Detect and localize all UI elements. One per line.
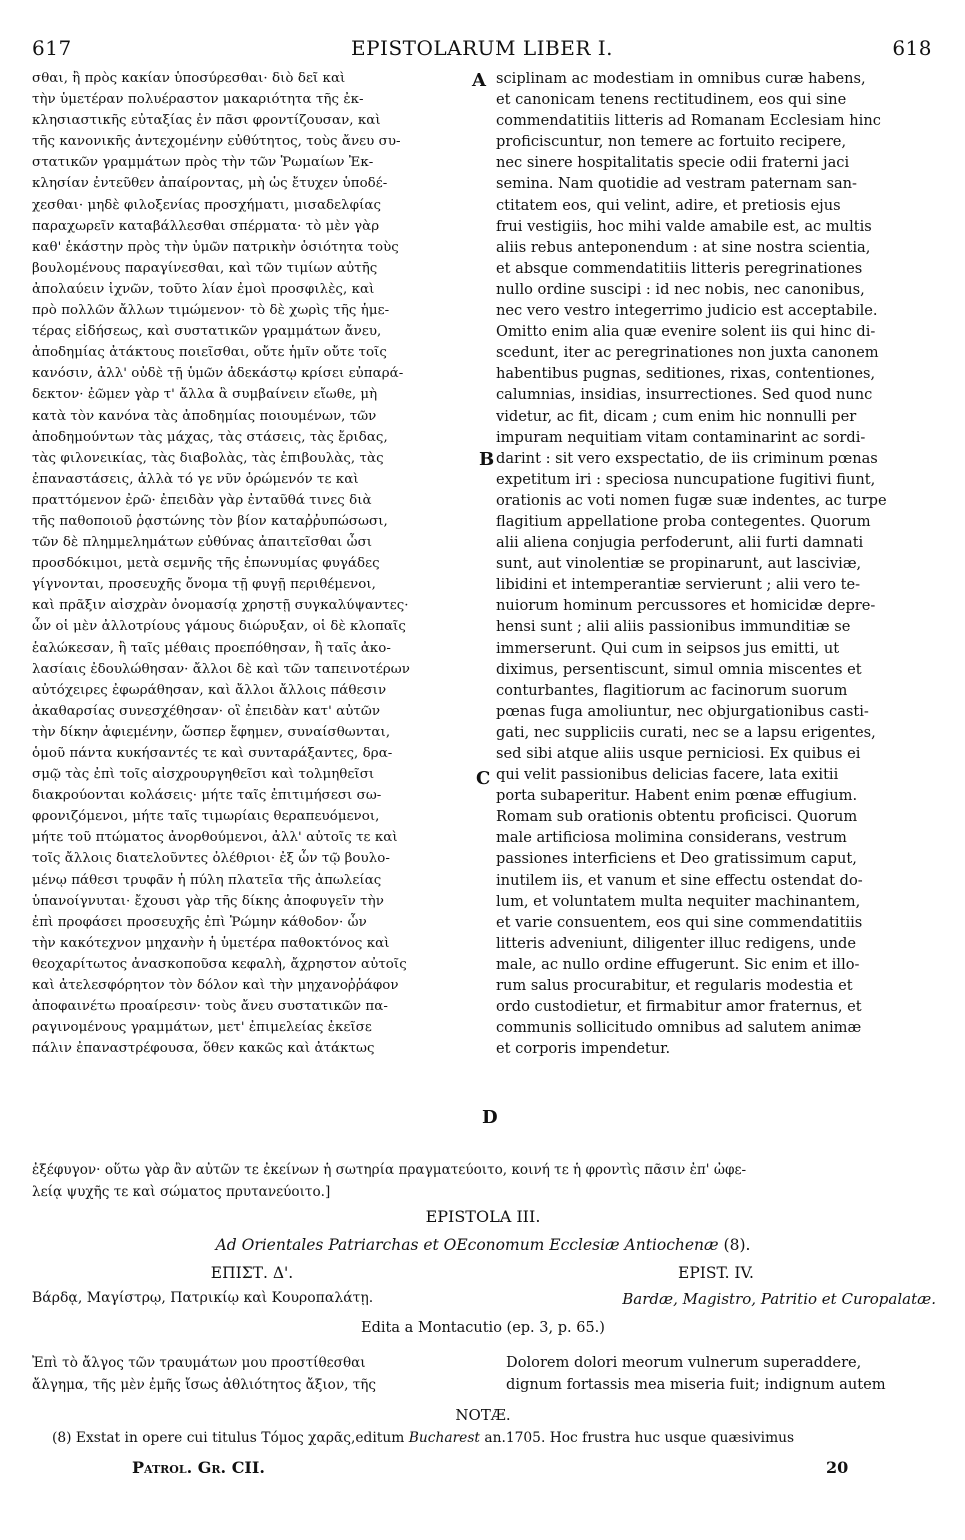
greek-text-line: παραχωρεῖν καταβάλλεσθαι σπέρματα· τὸ μὲν γὰρ: [32, 218, 380, 234]
latin-text-line: sunt, aut vinolentiæ se propinarunt, aut lasciviæ,: [496, 555, 862, 573]
greek-text-line: κλησιαστικῆς εὐταξίας ἐν πᾶσι φροντίζουσαν, καὶ: [32, 113, 381, 129]
full-width-line-2: λείᾳ ψυχῆς τε καὶ σώματος πρυτανεύοιτο.]: [32, 1184, 331, 1200]
greek-text-line: τὴν δίκην ἀφιεμένην, ὥσπερ ἔφημεν, συναίσθωνται,: [32, 724, 391, 740]
right-page-number: 618: [892, 36, 932, 60]
greek-text-line: ὧν οἱ μὲν ἀλλοτρίους γάμους διώρυξαν, οἱ δὲ κλοπαῖς: [32, 619, 406, 635]
greek-text-line: τοῖς ἄλλοις διατελοῦντες ὀλέθριοι· ἐξ ὧν τῷ βουλο-: [32, 851, 390, 867]
left-page-number: 617: [32, 36, 72, 60]
greek-text-line: καὶ πρᾶξιν αἰσχρὰν ὀνομασίᾳ χρηστῇ συγκαλύψαντες·: [32, 598, 409, 614]
notes-heading: NOTÆ.: [455, 1406, 511, 1424]
greek-text-line: τὴν ὑμετέραν πολυέραστον μακαριότητα τῆς ἐκ-: [32, 92, 364, 108]
latin-text-line: expetitum iri : speciosa nuncupatione fugitivi fiunt,: [496, 470, 876, 488]
latin-text-line: sciplinam ac modestiam in omnibus curæ habens,: [496, 70, 866, 87]
greek-text-line: ἑαλώκεσαν, ἢ ταῖς μέθαις προεπόθησαν, ἢ ταῖς ἀκο-: [32, 640, 391, 656]
latin-text-line: nec vero vestro integerrimo judicio est acceptabile.: [496, 302, 878, 320]
latin-text-line: qui velit passionibus delicias facere, lata exitii: [496, 766, 839, 784]
latin-text-line: communis sollicitudo omnibus ad salutem animæ: [496, 1019, 862, 1037]
greek-text-line: μένῳ πάθεσι τρυφᾶν ἡ πύλη πλατεῖα τῆς ἀπωλείας: [32, 872, 382, 888]
latin-text-line: male artificiosa molimina considerans, vestrum: [496, 829, 847, 847]
latin-text-line: scedunt, iter ac peregrinationes non juxta canonem: [496, 344, 879, 362]
latin-text-line: nullo ordine suscipi : id nec nobis, nec canonibus,: [496, 280, 865, 298]
running-title: EPISTOLARUM LIBER I.: [350, 36, 614, 60]
latin-text-line: immerserunt. Qui cum in seipsos jus emitti, ut: [496, 639, 840, 657]
latin-text-line: litteris adveniunt, diligenter illuc redigens, unde: [496, 934, 856, 952]
latin-text-line: conturbantes, flagitiorum ac facinorum suorum: [496, 681, 848, 699]
greek-text-line: χεσθαι· μηδὲ φιλοξενίας προσχήματι, μισαδελφίας: [32, 197, 382, 213]
greek-text-line: ἀκαθαρσίας συνεσχέθησαν· οἳ ἐπειδὰν κατ' αὐτῶν: [32, 703, 381, 719]
latin-text-line: darint : sit vero exspectatio, de iis criminum pœnas: [496, 449, 878, 467]
latin-text-line: et canonicam tenens rectitudinem, eos qui sine: [496, 91, 847, 109]
latin-text-line: nec sinere hospitalitatis specie odii fraterni jaci: [496, 154, 850, 172]
greek-epistle-heading: ΕΠΙΣΤ. Δ'.: [210, 1264, 294, 1282]
greek-text-line: καθ' ἑκάστην πρὸς τὴν ὑμῶν πατρικὴν ὁσιότητα τοὺς: [32, 239, 399, 255]
greek-text-line: ἐπὶ προφάσει προσευχῆς ἐπὶ Ῥώμην κάθοδον· ὧν: [32, 914, 367, 930]
epistola-iii-subtitle: Ad Orientales Patriarchas et OEconomum Ecclesiæ Antiochenæ (8).: [215, 1236, 751, 1254]
full-width-line-1: ἐξέφυγον· οὕτω γὰρ ἂν αὐτῶν τε ἐκείνων ἡ σωτηρία πραγματεύοιτο, κοινή τε ἡ φροντὶς πᾶσιν ἐπ' ὠφε-: [32, 1162, 747, 1178]
greek-text-line: τῶν δὲ πλημμελημάτων εὐθύνας ἀπαιτεῖσθαι ὦσι: [32, 535, 373, 551]
latin-text-line: inutilem iis, et vanum et sine effectu ostendat do-: [496, 871, 863, 889]
greek-text-line: κατὰ τὸν κανόνα τὰς ἀποδημίας ποιουμένων, τῶν: [32, 408, 377, 424]
greek-column: [32, 68, 472, 1059]
latin-text-line: ctitatem eos, qui velint, adire, et pretiosis ejus: [496, 196, 841, 214]
greek-text-line: ἀποδημίας ἀτάκτους ποιεῖσθαι, οὔτε ἡμῖν οὔτε τοῖς: [32, 345, 387, 361]
latin-epistle-heading: EPIST. IV.: [678, 1264, 754, 1282]
latin-epistle-line: Dolorem dolori meorum vulnerum superaddere,: [506, 1354, 862, 1371]
latin-text-line: rum salus procurabitur, et regularis modestia et: [496, 977, 853, 995]
latin-text-line: passiones interficiens et Deo gratissimum caput,: [496, 850, 857, 868]
greek-text-line: ὑπανοίγνυται· ἔχουσι γὰρ τῆς δίκης ἀποφυγεῖν τὴν: [32, 893, 384, 909]
greek-text-line: λασίαις ἐδουλώθησαν· ἄλλοι δὲ καὶ τῶν ταπεινοτέρων: [32, 661, 410, 677]
greek-text-line: στατικῶν γραμμάτων πρὸς τὴν τῶν Ῥωμαίων Ἐκ-: [32, 155, 374, 171]
greek-text-line: ἀπολαύειν ἰχνῶν, τοῦτο λίαν ἐμοὶ προσφιλὲς, καὶ: [32, 281, 375, 297]
latin-text-line: alii aliena conjugia perfoderunt, alii furti damnati: [496, 534, 864, 552]
latin-text-line: videtur, ac fit, dicam ; cum enim hic nonnulli per: [496, 407, 857, 425]
latin-text-line: porta subaperitur. Habent enim pœnæ effugium.: [496, 787, 858, 805]
latin-text-line: Romam sub orationis obtentu proficisci. Quorum: [496, 808, 858, 826]
greek-epistle-line: ἄλγημα, τῆς μὲν ἐμῆς ἴσως ἀθλιότητος ἄξιον, τῆς: [32, 1377, 377, 1393]
greek-text-line: μήτε τοῦ πτώματος ἀνορθούμενοι, ἀλλ' αὐτοῖς τε καὶ: [32, 830, 398, 846]
latin-text-line: commendatitiis litteris ad Romanam Ecclesiam hinc: [496, 112, 881, 130]
latin-epistle-text: [506, 1352, 936, 1396]
latin-text-line: frui vestigiis, hoc mihi valde amabile est, ac multis: [496, 217, 872, 235]
latin-text-line: proficiscuntur, non temere ac fortuito recipere,: [496, 133, 847, 151]
greek-text-line: ἐπαναστάσεις, ἀλλὰ τό γε νῦν ὁρώμενόν τε καὶ: [32, 471, 359, 487]
greek-text-line: δεκτον· ἐῶμεν γὰρ τ' ἄλλα ἃ συμβαίνειν εἴωθε, μὴ: [32, 387, 378, 403]
greek-text-line: τέρας εἰδήσεως, καὶ συστατικῶν γραμμάτων ἄνευ,: [32, 324, 382, 340]
greek-text-line: ἀποδημούντων τὰς μάχας, τὰς στάσεις, τὰς ἔριδας,: [32, 429, 388, 445]
greek-text-line: τῆς παθοποιοῦ ῥᾳστώνης τὸν βίον καταῤῥυπώσωσι,: [32, 513, 388, 529]
latin-epistle-line: dignum fortassis mea miseria fuit; indignum autem: [506, 1376, 886, 1393]
latin-text-line: habentibus pugnas, seditiones, rixas, contentiones,: [496, 365, 876, 383]
latin-text-line: nuiorum hominum percussores et homicidæ depre-: [496, 597, 876, 615]
greek-text-line: πραττόμενον ἐρῶ· ἐπειδὰν γὰρ ἐνταῦθά τινες διὰ: [32, 492, 372, 508]
greek-text-line: αὐτόχειρες ἐφωράθησαν, καὶ ἄλλοι ἄλλοις πάθεσιν: [32, 682, 387, 698]
greek-text-line: σθαι, ἢ πρὸς κακίαν ὑποσύρεσθαι· διὸ δεῖ καὶ: [32, 71, 346, 86]
greek-text-line: κλησίαν ἐντεῦθεν ἀπαίροντας, μὴ ὡς ἔτυχεν ὑποδέ-: [32, 176, 388, 192]
greek-text-line: τὴν κακότεχνον μηχανὴν ἡ ὑμετέρα παθοκτόνος καὶ: [32, 935, 390, 951]
margin-marker-c: C: [476, 768, 491, 789]
greek-text-line: ἀποφαινέτω προαίρεσιν· τοὺς ἄνευ συστατικῶν πα-: [32, 999, 388, 1015]
latin-text-line: aliis rebus anteponendum : at sine nostra scientia,: [496, 238, 871, 256]
greek-text-line: φρονιζόμενοι, μήτε ταῖς τιμωρίαις θεραπευόμενοι,: [32, 809, 380, 825]
greek-text-line: κανόσιν, ἀλλ' οὐδὲ τῇ ὑμῶν ἀδεκάστῳ κρίσει εὐπαρά-: [32, 366, 404, 382]
latin-text-line: orationis ac voti nomen fugæ suæ indentes, ac turpe: [496, 491, 887, 509]
edition-note: Edita a Montacutio (ep. 3, p. 65.): [361, 1320, 605, 1336]
greek-text-line: τῆς κανονικῆς ἀντεχομένην εὐθύτητος, τοὺς ἄνευ συ-: [32, 134, 401, 150]
footer-signature: 20: [826, 1458, 849, 1477]
greek-text-line: ραγινομένους γραμμάτων, μετ' ἐπιμελείας ἐκεῖσε: [32, 1020, 372, 1036]
greek-text-line: θεοχαρίτωτος ἀνασκοποῦσα κεφαλὴ, ἄχρηστον αὐτοῖς: [32, 956, 407, 972]
latin-text-line: impuram nequitiam vitam contaminarint ac sordi-: [496, 428, 866, 446]
margin-marker-b: B: [479, 449, 495, 470]
latin-text-line: diximus, persentiscunt, simul omnia miscentes et: [496, 660, 862, 678]
greek-text-line: ὁμοῦ πάντα κυκήσαντές τε καὶ συνταράξαντες, δρα-: [32, 746, 393, 761]
margin-marker-d: D: [482, 1107, 498, 1128]
page-header: [32, 36, 932, 66]
greek-text-line: διακρούονται κολάσεις· μήτε ταῖς ἐπιτιμήσεσι σω-: [32, 788, 382, 804]
greek-epistle-line: Ἐπὶ τὸ ἄλγος τῶν τραυμάτων μου προστίθεσθαι: [32, 1355, 366, 1371]
latin-text-line: gati, nec suppliciis curati, nec se a lapsu erigentes,: [496, 723, 876, 741]
margin-marker-a: A: [472, 70, 486, 91]
latin-text-line: ordo custodietur, et firmabitur amor fraternus, et: [496, 998, 862, 1016]
latin-text-line: calumnias, insidias, insurrectiones. Sed quod nunc: [496, 386, 873, 404]
greek-text-line: καὶ ἀτελεσφόρητον τὸν δόλον καὶ τὴν μηχανοῤῥάφον: [32, 978, 399, 994]
latin-text-line: Omitto enim alia quæ evenire solent iis qui hinc di-: [496, 323, 876, 341]
latin-text-line: libidini et intemperantiæ servierunt ; alii vero te-: [496, 576, 861, 594]
greek-text-line: γίγνονται, προσευχῆς ὄνομα τῇ φυγῇ περιθέμενοι,: [32, 577, 376, 593]
latin-text-line: pœnas fuga amoliuntur, nec objurgationibus casti-: [496, 702, 869, 720]
greek-text-line: πάλιν ἐπαναστρέφουσα, ὅθεν κακῶς καὶ ἀτάκτως: [32, 1041, 375, 1057]
greek-epistle-text: [32, 1352, 492, 1396]
latin-address: Bardæ, Magistro, Patritio et Curopalatæ.: [622, 1290, 936, 1308]
greek-text-line: σμῷ τὰς ἐπὶ τοῖς αἰσχρουργηθεῖσι καὶ τολμηθεῖσι: [32, 767, 375, 783]
greek-text-line: τὰς φιλονεικίας, τὰς διαβολὰς, τὰς ἐπιβουλὰς, τὰς: [32, 450, 384, 466]
footer-patrol: Patrol. Gr. CII.: [132, 1458, 265, 1477]
latin-text-line: flagitium appellatione proba contegentes. Quorum: [496, 512, 871, 530]
latin-column: [496, 68, 936, 1059]
greek-text-line: προσδόκιμοι, μετὰ σεμνῆς τῆς ἐπωνυμίας φυγάδες: [32, 556, 380, 572]
latin-text-line: sed sibi atque aliis usque perniciosi. Ex quibus ei: [496, 745, 861, 762]
footnote-8: (8) Exstat in opere cui titulus Τόμος χαρᾶς,editum Bucharest an.1705. Hoc frustra huc usque quæsivimus: [52, 1430, 795, 1446]
epistola-iii-heading: EPISTOLA III.: [425, 1207, 541, 1226]
latin-text-line: et varie consuentem, eos qui sine commendatitiis: [496, 913, 863, 931]
latin-text-line: et corporis impendetur.: [496, 1040, 671, 1058]
latin-text-line: lum, et voluntatem multa nequiter machinantem,: [496, 892, 861, 910]
latin-text-line: et absque commendatitiis litteris peregrinationes: [496, 259, 863, 277]
latin-text-line: male, ac nullo ordine effugerunt. Sic enim et illo-: [496, 955, 860, 973]
latin-text-line: semina. Nam quotidie ad vestram paternam san-: [496, 175, 857, 193]
greek-text-line: βουλομένους παραγίνεσθαι, καὶ τῶν τιμίων αὐτῆς: [32, 260, 378, 276]
greek-text-line: πρὸ πολλῶν ἄλλων τιμώμενον· τὸ δὲ χωρὶς τῆς ἡμε-: [32, 303, 390, 319]
greek-address: Βάρδᾳ, Μαγίστρῳ, Πατρικίῳ καὶ Κουροπαλάτῃ.: [32, 1290, 374, 1306]
latin-text-line: hensi sunt ; alii aliis passionibus immunditiæ se: [496, 618, 851, 636]
